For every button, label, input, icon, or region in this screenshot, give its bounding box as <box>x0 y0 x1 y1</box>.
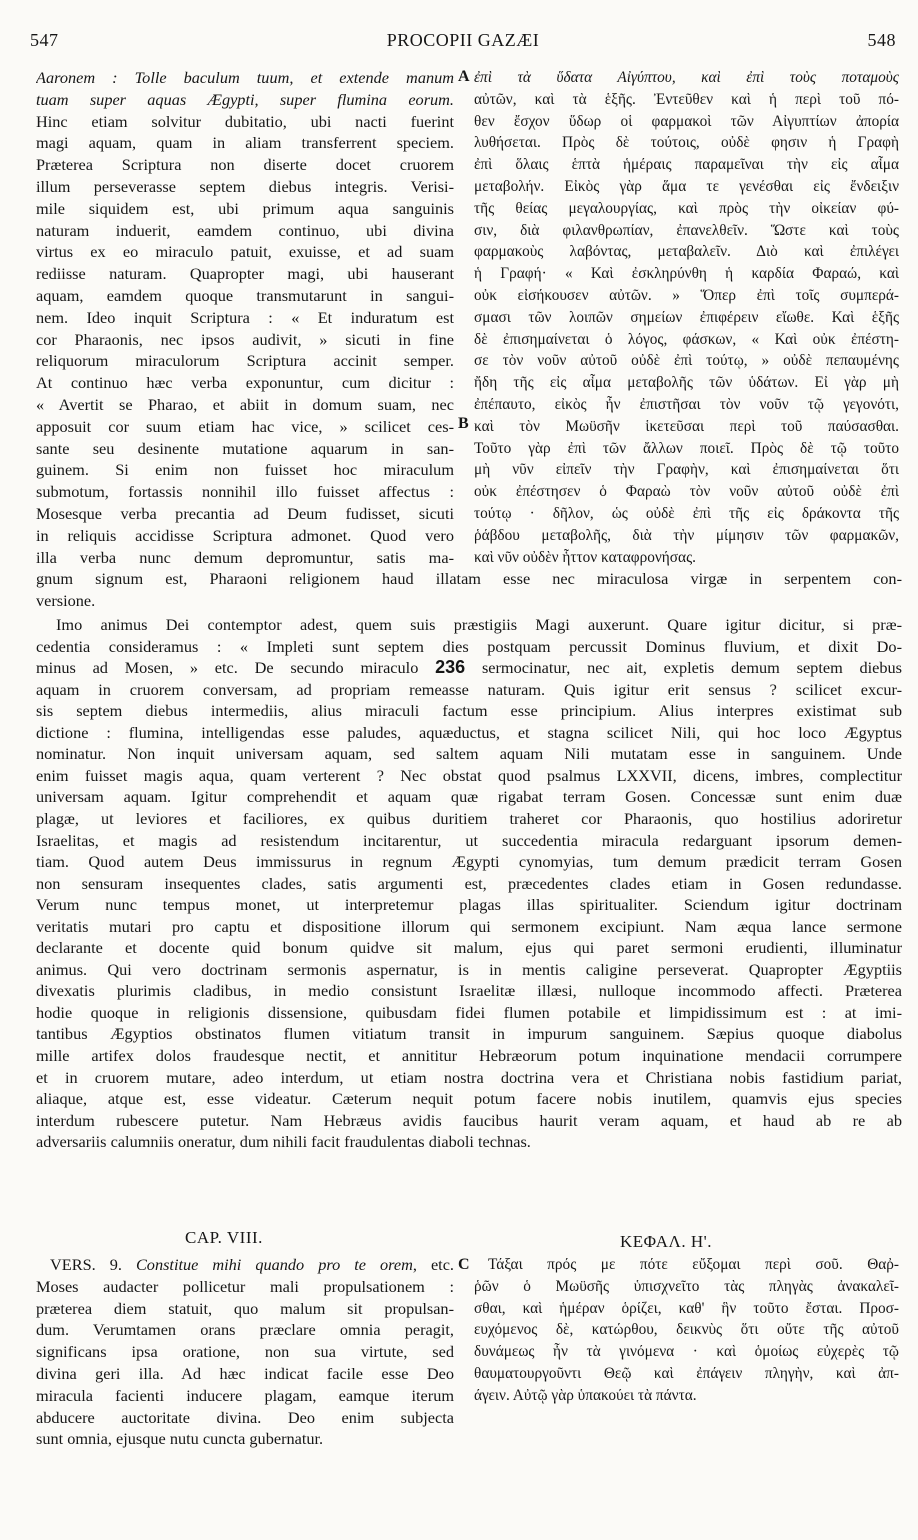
text-line: versione. <box>36 590 96 610</box>
text-line: abducere auctoritate divina. Deo enim subjecta <box>36 1407 454 1427</box>
running-header <box>30 30 896 60</box>
margin-marker-a: A <box>458 68 470 85</box>
text-line: καὶ νῦν οὐδὲν ἧττον καταφρονήσας. <box>474 548 696 566</box>
text-line: τῆς θείας μεγαλουργίας, καὶ πρὸς τὴν οἰκείαν φύ- <box>474 199 899 217</box>
text-line: οὐκ ἐπέστησεν ὁ Φαραὼ τὸν νοῦν αὐτοῦ οὐδὲ ἐπὶ <box>474 483 899 501</box>
text-line: σθαι, καὶ ἡμέραν ὁρίζει, καθ' ἣν τοῦτο ἔσται. Προσ- <box>474 1299 899 1317</box>
text-line: ἤδη τῆς εἰς αἷμα μεταβολῆς τῶν ὑδάτων. Εἰ γὰρ μὴ <box>474 374 899 392</box>
text-line: sis septem diebus intermediis, alius miraculi factum esse principium. Alius interpres existimat sub <box>36 701 902 721</box>
text-line: reliquorum miraculorum Scriptura accinit semper. <box>36 351 454 371</box>
text-line: ἐπὶ ὅλαις ἑπτὰ ἡμέραις παραμεῖναι τὴν εἰς αἷμα <box>474 156 899 174</box>
margin-marker-b: B <box>458 415 469 432</box>
text-line: veritatis mutari pro captu et dispositione illorum qui sermonem excipiunt. Nam æqua lance sermone <box>36 916 902 936</box>
text-line: Moses audacter pollicetur mali propulsationem : <box>36 1276 454 1296</box>
text-line: Verum nunc tempus monet, ut interpretemur plagas illas spiritualiter. Sciendum igitur doctrinam <box>36 895 902 915</box>
text-line: άγειν. Αὐτῷ γὰρ ὑπακούει τὰ πάντα. <box>474 1386 697 1404</box>
text-line: Hinc etiam solvitur dubitatio, ubi nacti fuerint <box>36 111 454 131</box>
text-line: significans ipsa oratione, non sua virtute, sed <box>36 1342 454 1362</box>
text-line: ἡ Γραφή· « Καὶ ἐσκληρύνθη ἡ καρδία Φαραώ, καὶ <box>474 265 899 283</box>
text-line: mile siquidem est, ubi primum aqua sanguinis <box>36 198 454 218</box>
text-line: tantibus Ægyptios obstinatos flumen vitiatum transit in impurum sanguinem. Sæpius quoque diabolus <box>36 1024 902 1044</box>
chapter-heading-latin: CAP. VIII. <box>185 1228 263 1247</box>
text-line: declarante et docente quid bonum quidve sit malum, ejus qui paret sermoni erudienti, illuminatur <box>36 938 902 958</box>
text-line: σιν, διὰ φιλανθρωπίαν, ἐπανελθεῖν. Ὥστε καὶ τοὺς <box>474 221 899 239</box>
greek-column-top <box>474 67 899 568</box>
text-line: ῥῶν ὁ Μωϋσῆς ὑπισχνεῖτο τὰς πληγὰς ἀνακαλεῖ- <box>474 1277 899 1295</box>
text-line: Imo animus Dei contemptor adest, quem suis præstigiis Magi auxerunt. Quare igitur dicitur, si præ- <box>56 615 902 635</box>
text-line: sante seu desinente mutatione aquarum in san- <box>36 438 454 458</box>
text-line: guinem. Si enim non fuisset hoc miraculum <box>36 460 454 480</box>
latin-column-bottom <box>36 1254 454 1450</box>
text-line: Aaronem : Tolle baculum tuum, et extende manum <box>36 68 454 87</box>
text-line: adversariis calumniis oneratur, dum nihili facit fraudulentas diaboli technas. <box>36 1132 531 1152</box>
text-line: Τάξαι πρός με πότε εὔξομαι περὶ σοῦ. Θαῤ- <box>488 1256 899 1273</box>
text-line: Israelitas, et magis ad resistendum incitarentur, ut succedentia miracula redarguant ipsorum demen- <box>36 830 902 850</box>
text-line: dum. Verumtamen orans præclare omnia peragit, <box>36 1320 454 1340</box>
text-line: magi aquam, quam in aliam transferrent speciem. <box>36 133 454 153</box>
latin-column-top <box>36 67 454 568</box>
text-line: præterea diem statuit, quo malum sit propulsan- <box>36 1298 454 1318</box>
text-line: μεταβολήν. Εἰκὸς γὰρ ἅμα τε γενέσθαι εἰς ἔνδειξιν <box>474 177 899 195</box>
text-line: apposuit cor suum etiam hac vice, » scilicet ces- <box>36 416 454 436</box>
text-line: naturam induerit, eamdem continuo, ubi divina <box>36 220 454 240</box>
chapter-heading-greek: ΚΕΦΑΛ. Η'. <box>620 1232 712 1251</box>
text-line: ἐπὶ τὰ ὕδατα Αἰγύπτου, καὶ ἐπὶ τοὺς ποταμοὺς <box>474 69 899 86</box>
text-line: καὶ τὸν Μωϋσῆν ἱκετεῦσαι περὶ τοῦ παύσασθαι. <box>474 417 899 435</box>
text-fragment: minus ad Mosen, » etc. De secundo miraculo <box>36 658 419 678</box>
text-line: θαυματουργοῦντι Θεῷ καὶ ἐπάγειν πληγὴν, καὶ ἀπ- <box>474 1364 899 1382</box>
text-line: σε τὸν νοῦν αὐτοῦ οὐδὲ ἐπὶ τούτῳ, » οὐδὲ πεπαυμένης <box>474 352 899 370</box>
text-line: divexatis plurimis cladibus, in medio consistunt Israelitæ illæsi, nulloque incommodo affecti. Præterea <box>36 981 902 1001</box>
text-line: ῥάβδου μεταβολῆς, διὰ τὴν μίμησιν τῶν φαρμακῶν, <box>474 526 899 544</box>
text-line: nem. Ideo inquit Scriptura : « Et induratum est <box>36 307 454 327</box>
text-line: λυθήσεται. Πρὸς δὲ τούτοις, οὐδὲ φησιν ἡ Γραφὴ <box>474 134 899 152</box>
page-number-left: 547 <box>30 30 59 50</box>
text-line: gnum signum est, Pharaoni religionem haud illatam esse nec miraculosa virgæ in serpentem con- <box>36 569 902 588</box>
text-line <box>36 657 902 679</box>
text-line: virtus ex eo miraculo patuit, exuisse, et ad suam <box>36 242 454 262</box>
greek-column-bottom <box>474 1254 899 1407</box>
text-line: et in cruorem mutare, adeo interdum, ut etiam nostra doctrina vera et Christiana nobis fastidium pariat, <box>36 1067 902 1087</box>
text-line: δὲ ἐπισημαίνεται ὁ λόγος, φάσκων, « Καὶ οὐκ ἐπέστη- <box>474 330 899 348</box>
text-line: σμασι τῶν λοιπῶν σημείων ἐπιφέρειν εἴωθε. Καὶ ἑξῆς <box>474 308 899 326</box>
text-line: illa verba nunc demum depromuntur, satis ma- <box>36 547 454 567</box>
page-number-right: 548 <box>867 30 896 50</box>
text-line: « Avertit se Pharao, et abiit in domum suam, nec <box>36 394 454 414</box>
text-line: sunt omnia, ejusque nutu cuncta gubernatur. <box>36 1429 324 1449</box>
text-line: φαρμακοὺς λαβόντας, μεταβαλεῖν. Διὸ καὶ ἐπιλέγει <box>474 243 899 261</box>
text-fragment: sermocinatur, nec ait, expletis demum septem diebus <box>481 658 902 678</box>
text-line: αὐτῶν, καὶ τὰ ἑξῆς. Ἐντεῦθεν καὶ ἡ περὶ τοῦ πό- <box>474 90 899 108</box>
text-line: dictione : flumina, intelligendas esse paludes, aquæductus, et stagna scilicet Nili, qui hoc loco Ægyptus <box>36 722 902 742</box>
text-line: At continuo hæc verba exponuntur, cum dicitur : <box>36 373 454 393</box>
text-line: submotum, fortassis nonnihil illo fuisset affectus : <box>36 482 454 502</box>
text-line: hodie quoque in religionis dissensione, quibusdam fidei flumen potabile et limpidissimum est : at imi- <box>36 1002 902 1022</box>
text-line: ευχόμενος δὲ, κατώρθου, δεικνὺς ὅτι οὔτε τῆς αὐτοῦ <box>474 1321 899 1339</box>
text-line: divina geri illa. Ad hæc indicat facile esse Deo <box>36 1363 454 1383</box>
text-line: aquam in cruorem conversam, ad propriam remeasse naturam. Quis igitur erit sensus ? scilicet excur- <box>36 679 902 699</box>
text-line: Τοῦτο γὰρ ἐπὶ τῶν ἄλλων ποιεῖ. Πρὸς δὲ τῷ τοῦτο <box>474 439 899 457</box>
full-width-text <box>36 568 902 1153</box>
text-line: enim fuisset magis aqua, quam verterent ? Nec obstat quod psalmus LXXVII, dicens, imbres, complectitur <box>36 765 902 785</box>
text-line: mille artifex dolos fraudesque nectit, et annititur Hebræorum potum inquinatione mendacii corrumpere <box>36 1046 902 1066</box>
text-line <box>36 1254 454 1276</box>
text-line: ἐπέπαυτο, εἰκὸς ἦν ἐπιστῆσαι τὸν νοῦν τῷ γεγονότι, <box>474 395 899 413</box>
text-line: Præterea Scriptura non diserte docet cruorem <box>36 155 454 175</box>
text-line: interdum rubescere putetur. Nam Hebræus avidis faucibus haurit veram aquam, et haud ab re ab <box>36 1110 902 1130</box>
running-title: PROCOPII GAZÆI <box>386 30 540 50</box>
text-line: τούτῳ · δῆλον, ὡς οὐδὲ ἐπὶ τῆς εἰς δράκοντα τῆς <box>474 504 899 522</box>
text-line: illum perseverasse septem diebus integris. Verisi- <box>36 176 454 196</box>
text-line: non sensuram insequentes clades, satis argumenti est, præcedentes clades etiam in Gosen redundasse. <box>36 873 902 893</box>
text-line: θεν ἔσχον ὕδωρ οἱ φαρμακοὶ τῶν Αἰγυπτίων ἀπορία <box>474 112 899 130</box>
text-line: cor Pharaonis, nec ipsos audivit, » sicuti in fine <box>36 329 454 349</box>
text-line: μὴ νῦν εἰπεῖν τὴν Γραφὴν, καὶ ἐπισημαίνεται ὅτι <box>474 461 899 479</box>
text-line: plagæ, ut leviores et faciliores, ex quibus duritiem traheret cor Pharaonis, quo hostilius adoriretur <box>36 809 902 829</box>
text-line: tiam. Quod autem Deus immissurus in regnum Ægypti cynomyias, tum demum prædicit terram Gosen <box>36 852 902 872</box>
text-line: universam aquam. Igitur comprehendit et aquam quæ rigabat terram Gosen. Concessæ sunt enim duæ <box>36 787 902 807</box>
text-line: οὐκ εἰσήκουσεν αὐτῶν. » Ὅπερ ἐπὶ τοῖς συμπερά- <box>474 286 899 304</box>
text-fragment: VERS. 9. Constitue mihi quando pro te orem, etc. <box>50 1255 454 1274</box>
text-line: aliaque, atque est, esse videatur. Cæterum nequit potum facere nobis inutilem, quamvis ejus species <box>36 1089 902 1109</box>
text-line: in reliquis accidisse Scriptura admonet. Quod vero <box>36 525 454 545</box>
text-line: tuam super aquas Ægypti, super flumina eorum. <box>36 89 454 109</box>
text-line: aquam, eamdem quoque transmutarunt in sangui- <box>36 285 454 305</box>
text-line: nominatur. Non inquit universam aquam, sed saltem aquam Nili mutatam esse in sanguinem. Unde <box>36 744 902 764</box>
text-line: animus. Qui vero doctrinam sermonis aspernatur, is in mentis caligine perseverat. Quapropter Ægyptiis <box>36 959 902 979</box>
text-line: miracula facienti inducere plagam, eamque iterum <box>36 1385 454 1405</box>
text-line: δυνάμεως ἦν τὰ γινόμενα · καὶ ὁμοίως εὐχερὲς τῷ <box>474 1343 899 1361</box>
text-line: Mosesque verba precantia ad Deum fudisset, sicuti <box>36 503 454 523</box>
margin-marker-c: C <box>458 1256 470 1273</box>
text-line: cedentia consideramus : « Impleti sunt septem dies postquam percussit Dominus fluvium, et dixit Do- <box>36 636 902 656</box>
text-line: rediisse naturam. Quapropter magi, ubi hauserant <box>36 264 454 284</box>
inline-page-number: 236 <box>435 657 466 678</box>
